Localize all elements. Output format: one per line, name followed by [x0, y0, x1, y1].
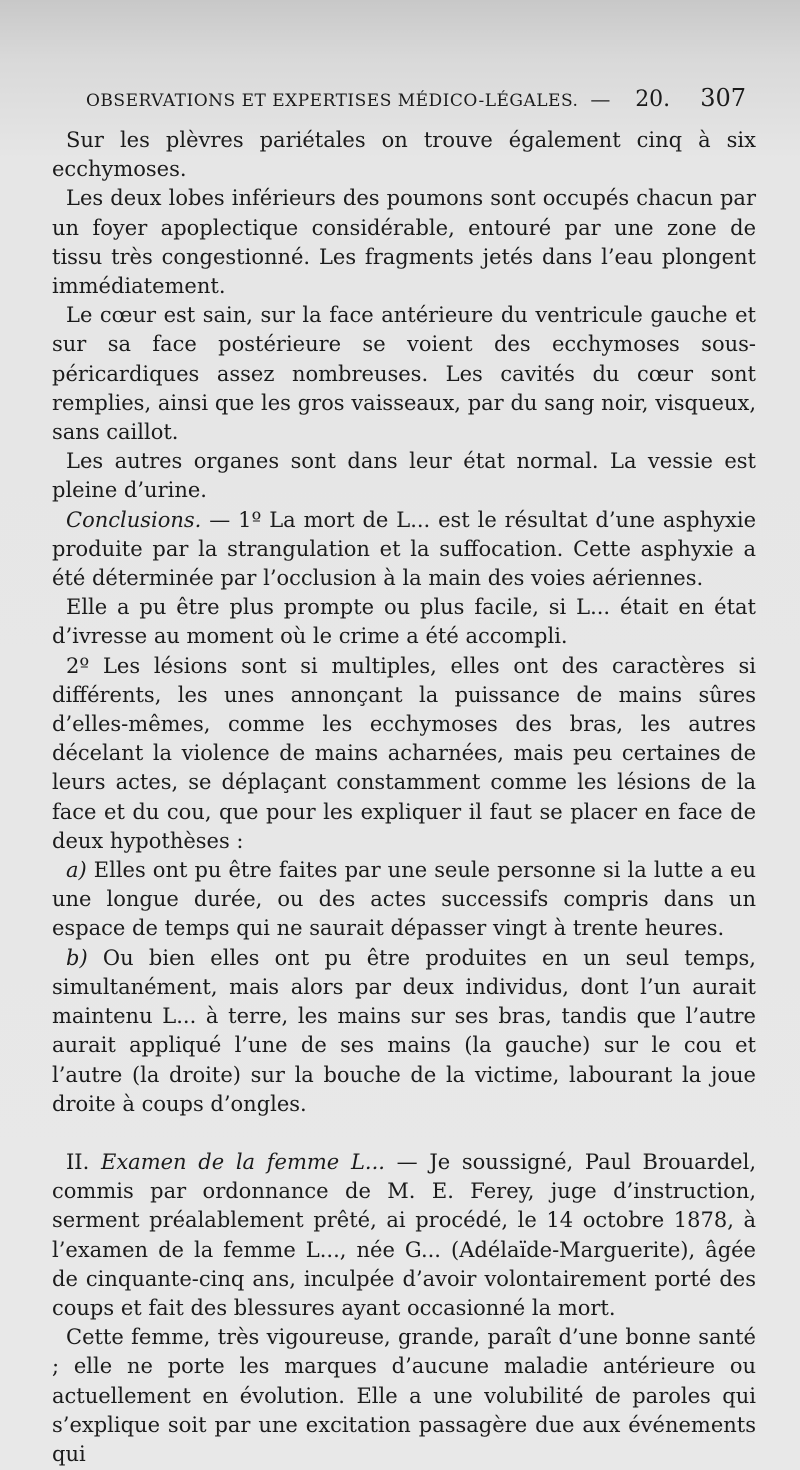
- body-text: [52, 126, 756, 1469]
- chapter-number: 20.: [635, 87, 671, 112]
- paragraph-femme: Cette femme, très vigoureuse, grande, paraît d’une bonne santé ; elle ne porte les marques d’aucune maladie antérieure ou actuellement en évolution. Elle a une volubilité de paroles qui s’explique soit par une excitation passagère due aux événements qui: [52, 1325, 756, 1466]
- paragraph-hypothesis-a: a) Elles ont pu être faites par une seule personne si la lutte a eu une longue durée, ou des actes successifs compris dans un espace de temps qui ne saurait dépasser vingt à trente heures.: [52, 858, 756, 941]
- paragraph-organs: Les autres organes sont dans leur état normal. La vessie est pleine d’urine.: [52, 449, 756, 503]
- running-head: [86, 84, 746, 120]
- paragraph-lungs: Les deux lobes inférieurs des poumons sont occupés chacun par un foyer apoplectique considérable, entouré par une zone de tissu très congestionné. Les fragments jetés dans l’eau plongent immédiatement.: [52, 186, 756, 299]
- paragraph-conclusions: Conclusions. — 1º La mort de L... est le résultat d’une asphyxie produite par la strangulation et la suffocation. Cette asphyxie a été déterminée par l’occlusion à la main des voies aériennes.: [52, 507, 756, 591]
- paragraph-lesions: 2º Les lésions sont si multiples, elles ont des caractères si différents, les unes annonçant la puissance de mains sûres d’elles-mêmes, comme les ecchymoses des bras, les autres décelant la violence de mains acharnées, mais peu certaines de leurs actes, se déplaçant constamment comme les lésions de la face et du cou, que pour les expliquer il faut se placer en face de deux hypothèses :: [52, 653, 756, 853]
- conclusions-label: Conclusions.: [66, 507, 202, 532]
- paragraph-heart: Le cœur est sain, sur la face antérieure du ventricule gauche et sur sa face postérieure se voient des ecchymoses sous-péricardiques assez nombreuses. Les cavités du cœur sont remplies, ainsi que les gros vaisseaux, par du sang noir, visqueux, sans caillot.: [52, 303, 756, 445]
- section-numeral: II.: [66, 1149, 90, 1174]
- hypothesis-a-label: a): [66, 858, 87, 883]
- section-2-examen: II. Examen de la femme L... — Je soussigné, Paul Brouardel, commis par ordonnance de M. E. Ferey, juge d’instruction, serment préalablement prêté, ai procédé, le 14 octobre 1878, à l’examen de la femme L..., née G... (Adélaïde-Marguerite), âgée de cinquante-cinq ans, inculpée d’avoir volontairement porté des coups et fait des blessures ayant occasionné la mort.: [52, 1149, 756, 1320]
- page-number: 307: [700, 84, 746, 112]
- section-2-title: Examen de la femme L...: [101, 1149, 385, 1174]
- paragraph-pleura: Sur les plèvres pariétales on trouve également cinq à six ecchymoses.: [52, 128, 756, 182]
- hypothesis-b-label: b): [66, 945, 88, 970]
- running-head-title: OBSERVATIONS ET EXPERTISES MÉDICO-LÉGALES.: [86, 91, 579, 111]
- paragraph-hypothesis-b: b) Ou bien elles ont pu être produites en un seul temps, simultanément, mais alors par deux individus, dont l’un aurait maintenu L... à terre, les mains sur ses bras, tandis que l’autre aurait appliqué l’une de ses mains (la gauche) sur le cou et l’autre (la droite) sur la bouche de la victime, labourant la joue droite à coups d’ongles.: [52, 945, 756, 1116]
- paragraph-ivresse: Elle a pu être plus prompte ou plus facile, si L... était en état d’ivresse au moment où le crime a été accompli.: [52, 595, 756, 649]
- running-head-dash: —: [590, 87, 611, 111]
